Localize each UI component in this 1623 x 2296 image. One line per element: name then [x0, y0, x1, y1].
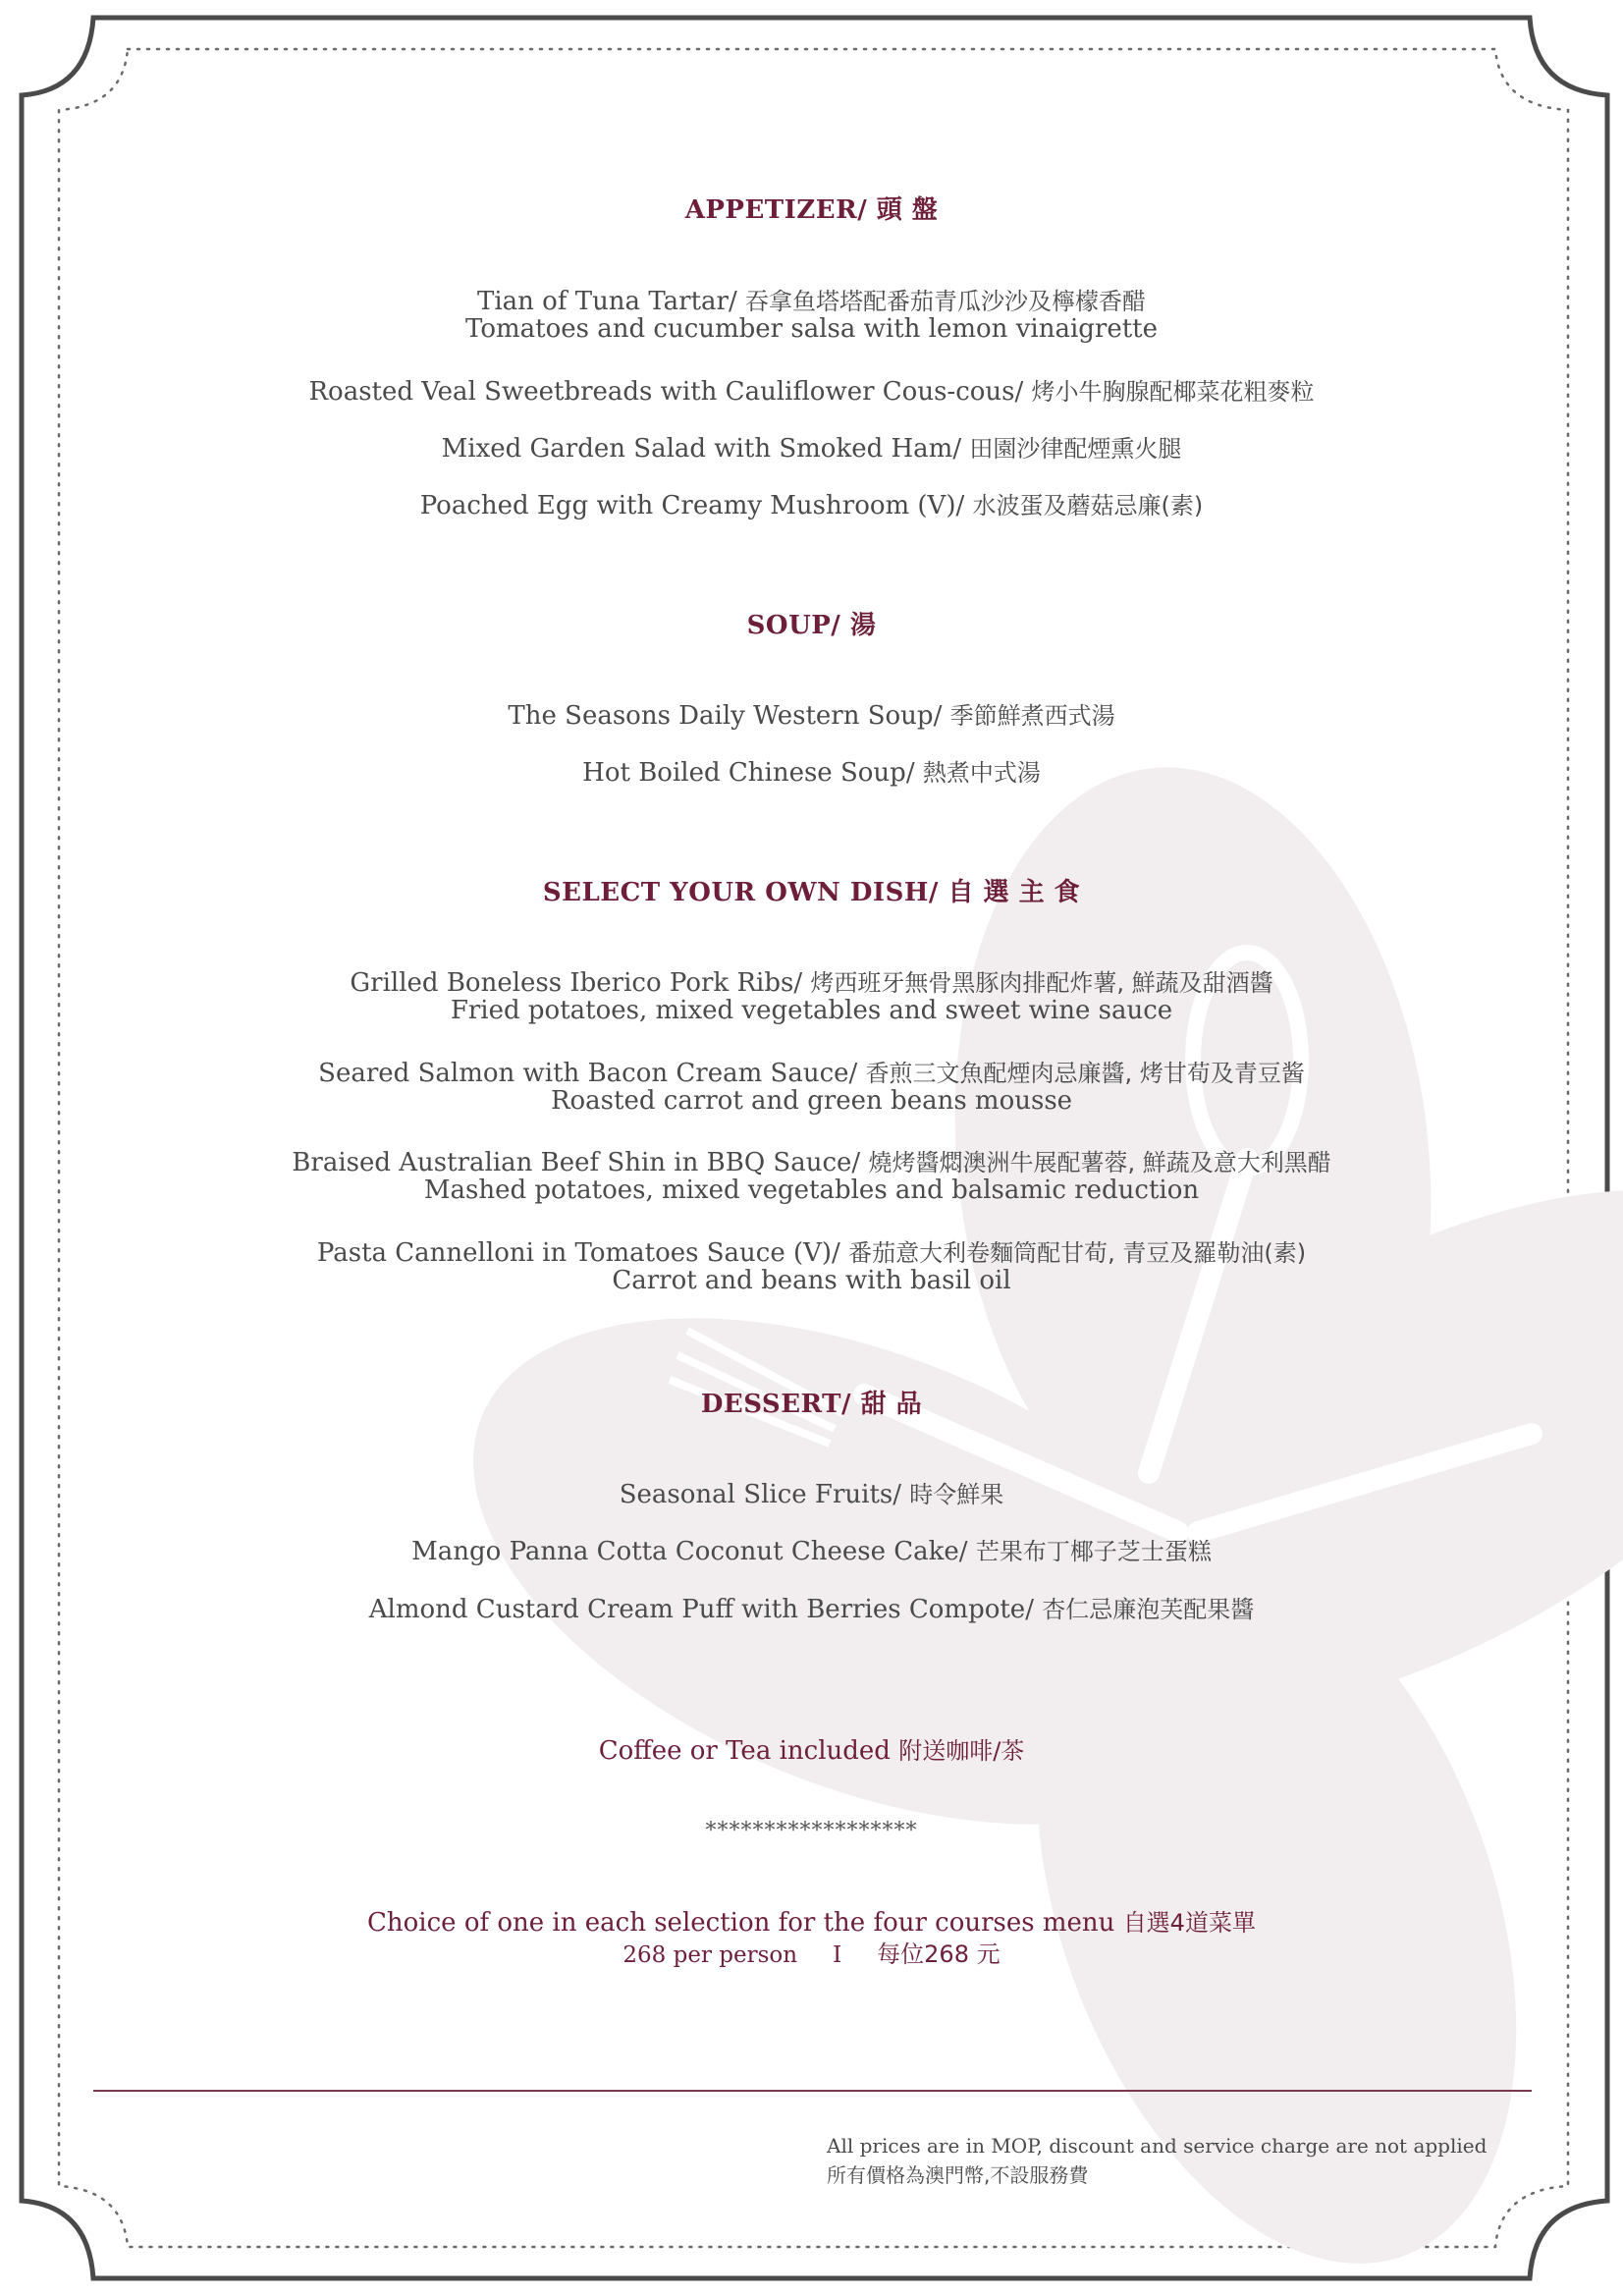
coffee-tea-zh: 附送咖啡/茶 [898, 1737, 1025, 1765]
menu-item [0, 1054, 1623, 1088]
item-name-zh: 季節鮮煮西式湯 [949, 702, 1115, 730]
menu-item [0, 696, 1623, 731]
item-description: Mashed potatoes, mixed vegetables and balsamic reduction [423, 1175, 1200, 1205]
price-zh: 每位268 元 [877, 1941, 1001, 1968]
menu-item [0, 429, 1623, 464]
item-name-zh: 芒果布丁椰子芝士蛋糕 [975, 1538, 1212, 1565]
star-divider: ****************** [705, 1819, 918, 1843]
item-name-en: Tian of Tuna Tartar/ [477, 287, 745, 316]
menu-item [0, 1233, 1623, 1268]
item-name-en: Mango Panna Cotta Coconut Cheese Cake/ [411, 1537, 976, 1566]
item-name-zh: 烤西班牙無骨黑豚肉排配炸薯, 鮮蔬及甜酒醬 [810, 969, 1273, 997]
soup-heading: SOUP/ 湯 [746, 611, 877, 640]
menu-item [0, 486, 1623, 520]
item-name-en: Braised Australian Beef Shin in BBQ Sauce/ [292, 1148, 869, 1177]
menu-item [0, 1475, 1623, 1509]
price-line [0, 1935, 1623, 1969]
item-name-zh: 熱煮中式湯 [922, 759, 1041, 787]
item-name-zh: 水波蛋及蘑菇忌廉(素) [972, 492, 1204, 519]
item-description: Roasted carrot and green beans mousse [550, 1086, 1073, 1116]
menu-item [0, 1590, 1623, 1624]
item-name-en: Roasted Veal Sweetbreads with Cauliflower Cous-cous/ [308, 377, 1032, 407]
menu-item [0, 753, 1623, 788]
item-name-en: Mixed Garden Salad with Smoked Ham/ [441, 434, 970, 464]
item-name-en: Grilled Boneless Iberico Pork Ribs/ [350, 968, 811, 998]
appetizer-heading: APPETIZER/ 頭 盤 [684, 195, 939, 225]
menu-item [0, 1532, 1623, 1566]
coffee-tea-en: Coffee or Tea included [598, 1736, 899, 1766]
footer-divider [93, 2090, 1532, 2092]
item-name-en: Poached Egg with Creamy Mushroom (V)/ [419, 491, 973, 520]
item-description: Fried potatoes, mixed vegetables and sweet wine sauce [450, 996, 1173, 1025]
item-name-en: Almond Custard Cream Puff with Berries Compote/ [368, 1595, 1043, 1624]
item-name-zh: 烤小牛胸腺配椰菜花粗麥粒 [1031, 378, 1315, 406]
item-description: Tomatoes and cucumber salsa with lemon vinaigrette [465, 314, 1158, 344]
set-menu-zh: 自選4道菜單 [1122, 1909, 1256, 1937]
set-menu-en: Choice of one in each selection for the four courses menu [367, 1908, 1123, 1938]
item-name-en: Seasonal Slice Fruits/ [619, 1480, 910, 1509]
set-menu-note [0, 1903, 1623, 1938]
price-separator: I [833, 1942, 842, 1968]
item-name-zh: 香煎三文魚配煙肉忌廉醬, 烤甘荀及青豆酱 [865, 1060, 1305, 1087]
coffee-tea-note [0, 1731, 1623, 1766]
footnote-zh: 所有價格為澳門幣,不設服務費 [827, 2163, 1089, 2187]
item-name-en: The Seasons Daily Western Soup/ [508, 701, 950, 731]
item-name-en: Pasta Cannelloni in Tomatoes Sauce (V)/ [316, 1238, 849, 1268]
item-name-zh: 時令鮮果 [909, 1481, 1004, 1508]
item-name-zh: 田園沙律配煙熏火腿 [969, 435, 1182, 463]
item-name-zh: 杏仁忌廉泡芙配果醬 [1042, 1596, 1255, 1623]
price-en: 268 per person [622, 1942, 798, 1968]
item-name-zh: 燒烤醬燜澳洲牛展配薯蓉, 鮮蔬及意大利黑醋 [868, 1149, 1331, 1176]
item-name-zh: 吞拿鱼塔塔配番茄青瓜沙沙及檸檬香醋 [744, 288, 1146, 315]
footnote-en: All prices are in MOP, discount and service charge are not applied [827, 2134, 1488, 2158]
main-heading: SELECT YOUR OWN DISH/ 自 選 主 食 [542, 878, 1081, 907]
item-name-en: Seared Salmon with Bacon Cream Sauce/ [318, 1059, 866, 1088]
menu-item [0, 372, 1623, 407]
item-description: Carrot and beans with basil oil [612, 1266, 1011, 1295]
menu-item [0, 963, 1623, 998]
dessert-heading: DESSERT/ 甜 品 [700, 1390, 923, 1419]
menu-item [0, 282, 1623, 316]
item-name-en: Hot Boiled Chinese Soup/ [582, 758, 923, 788]
item-name-zh: 番茄意大利卷麵筒配甘荀, 青豆及羅勒油(素) [848, 1239, 1307, 1267]
menu-item [0, 1143, 1623, 1177]
